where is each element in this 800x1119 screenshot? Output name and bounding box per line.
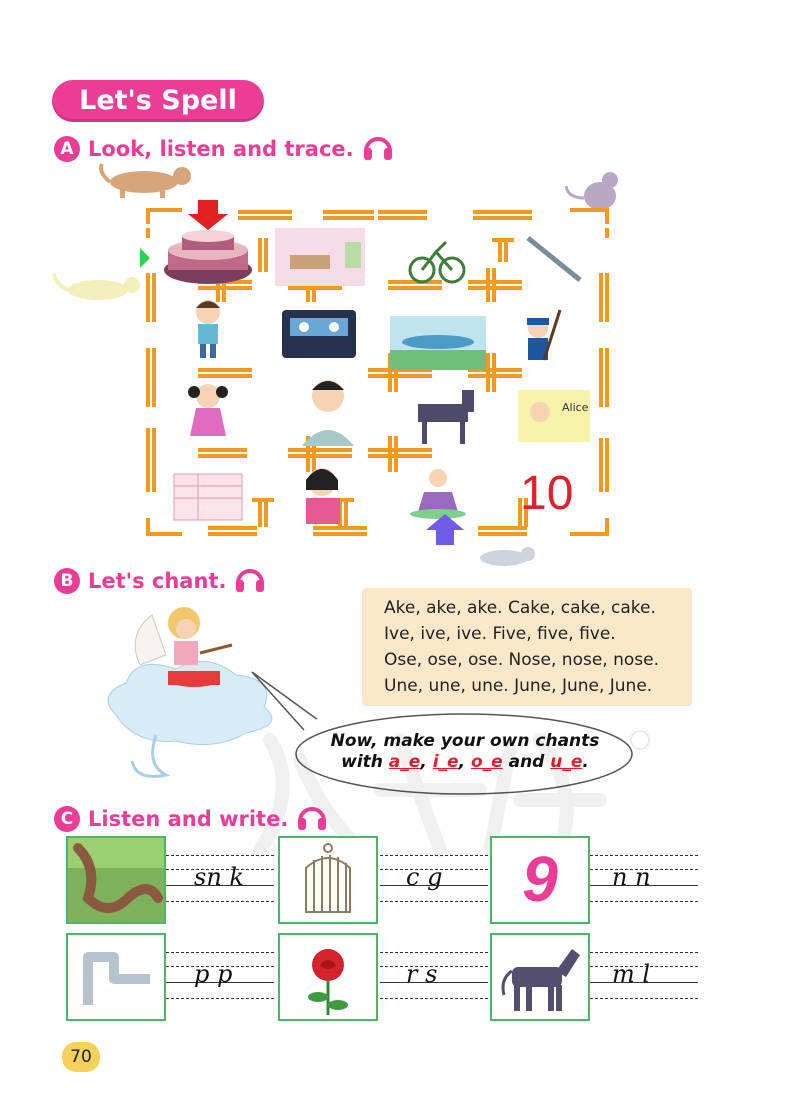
table-sheet-picture: [174, 474, 242, 520]
pattern-i-e: i_e: [432, 752, 459, 772]
section-b-badge: B: [54, 568, 80, 594]
mule-small-picture: [418, 390, 474, 444]
mule-picture-frame: [490, 933, 590, 1021]
cat-illustration-bottom: [468, 540, 538, 576]
section-a-badge: A: [54, 136, 80, 162]
write-letters-4: p p: [194, 960, 233, 988]
cake-picture: [164, 230, 252, 284]
pattern-o-e: o_e: [470, 752, 503, 772]
section-c-badge: C: [54, 806, 80, 832]
rose-picture-frame: [278, 933, 378, 1021]
birdcage-picture: [280, 838, 376, 922]
sitting-girl-picture: [410, 469, 466, 519]
section-c-heading: [54, 803, 328, 835]
alice-label: Alice: [562, 401, 589, 414]
headphones-icon[interactable]: [362, 133, 394, 165]
pipe-picture: [68, 935, 164, 1019]
chant-line-3: Ose, ose, ose. Nose, nose, nose.: [384, 650, 659, 670]
write-letters-5: r s: [406, 960, 438, 988]
write-letters-3: n n: [612, 863, 651, 891]
woman-picture: [306, 468, 340, 524]
maze-number-ten: 10: [520, 467, 574, 520]
soldier-picture: [527, 310, 560, 360]
snake-picture: [68, 838, 164, 922]
red-arrow-icon: [188, 200, 228, 230]
line-picture: [528, 238, 580, 280]
chant-line-1: Ake, ake, ake. Cake, cake, cake.: [384, 598, 656, 618]
page-number: 70: [62, 1042, 100, 1072]
chant-line-2: Ive, ive, ive. Five, five, five.: [384, 624, 616, 644]
write-letters-6: m l: [612, 960, 651, 988]
lake-picture: [390, 316, 486, 370]
bubble-line-1: Now, make your own chants: [330, 731, 600, 751]
pattern-a-e: a_e: [388, 752, 421, 772]
cat-illustration-left: [52, 270, 142, 310]
section-a-title: Look, listen and trace.: [88, 137, 354, 161]
birdcage-picture-frame: [278, 836, 378, 924]
pattern-u-e: u_e: [550, 752, 583, 772]
lets-spell-banner: Let's Spell: [52, 80, 264, 122]
cassette-picture: [282, 310, 356, 358]
girl-picture: [188, 384, 228, 436]
chant-line-4: Une, une, une. June, June, June.: [384, 676, 653, 696]
write-letters-2: c g: [406, 863, 443, 891]
pipe-picture-frame: [66, 933, 166, 1021]
bubble-line-2: with a_e, i_e, o_e and u_e.: [341, 752, 589, 772]
green-arrow-icon: [140, 242, 150, 274]
number-nine: 9: [522, 843, 558, 915]
mule-picture: [492, 935, 588, 1019]
boy-picture: [196, 300, 220, 358]
write-letters-1: sn k: [194, 863, 244, 891]
cat-illustration-top: [96, 160, 196, 200]
section-b-title: Let's chant.: [88, 569, 227, 593]
snake-picture-frame: [66, 836, 166, 924]
headphones-icon[interactable]: [296, 803, 328, 835]
headphones-icon[interactable]: [234, 565, 266, 597]
bike-picture: [410, 242, 464, 282]
nine-picture-frame: [490, 836, 590, 924]
section-b-heading: [54, 565, 266, 597]
rose-picture: [280, 935, 376, 1019]
section-c-title: Listen and write.: [88, 807, 289, 831]
